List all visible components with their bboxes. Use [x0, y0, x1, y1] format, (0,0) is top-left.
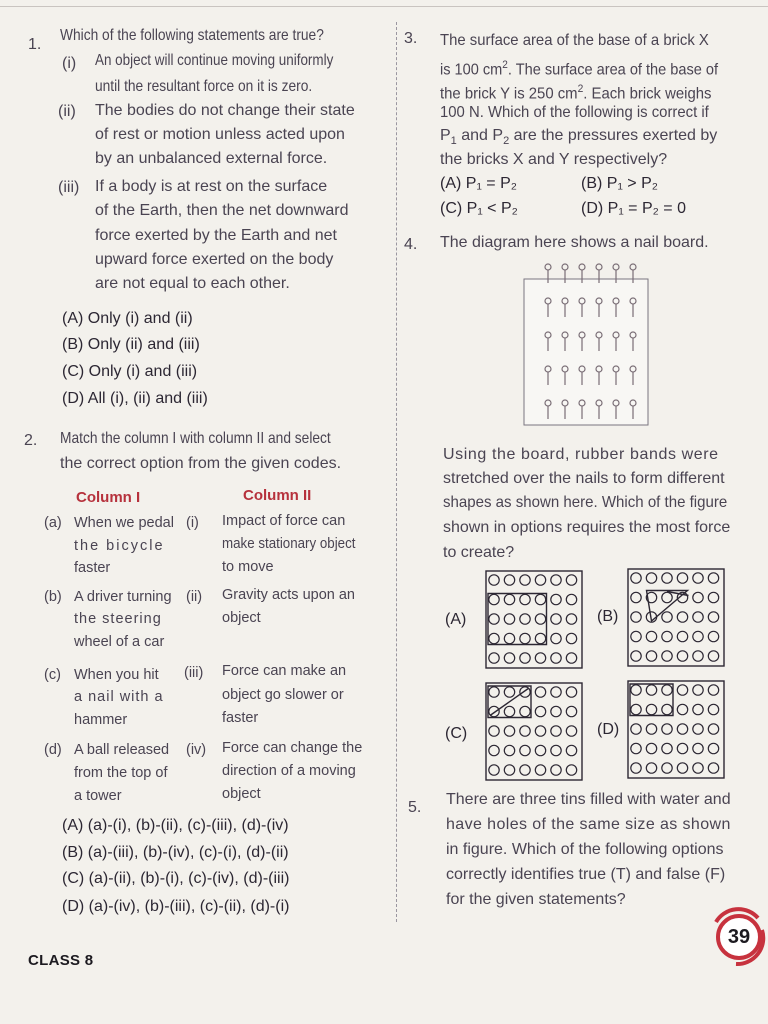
peg: [708, 612, 718, 622]
q2-option-c: (C) (a)-(ii), (b)-(i), (c)-(iv), (d)-(iii): [62, 870, 290, 887]
q4-para-line4: shown in options requires the most force: [443, 519, 731, 536]
q2-row-iv-line1: Force can change the: [222, 740, 363, 756]
peg: [535, 653, 545, 663]
peg: [566, 687, 576, 697]
peg: [504, 687, 514, 697]
peg: [693, 592, 703, 602]
peg: [708, 592, 718, 602]
nail-head: [562, 264, 568, 270]
peg: [708, 743, 718, 753]
nail-head: [596, 264, 602, 270]
peg: [566, 706, 576, 716]
peg: [662, 743, 672, 753]
peg: [566, 633, 576, 643]
q2-row-a-line1: When we pedal: [74, 515, 174, 531]
q5-line1: There are three tins filled with water and: [446, 791, 731, 808]
peg: [693, 685, 703, 695]
peg: [551, 706, 561, 716]
q2-row-b-line2: the steering: [74, 611, 162, 627]
q5-line5: for the given statements?: [446, 891, 626, 908]
peg: [662, 631, 672, 641]
peg-frame: [486, 571, 582, 668]
peg: [662, 685, 672, 695]
class-label: CLASS 8: [28, 952, 94, 969]
peg: [489, 614, 499, 624]
peg: [693, 651, 703, 661]
peg: [535, 745, 545, 755]
peg: [662, 704, 672, 714]
peg: [551, 653, 561, 663]
nail-head: [630, 264, 636, 270]
peg: [631, 592, 641, 602]
peg: [535, 687, 545, 697]
q4-option-d-figure: [626, 680, 726, 780]
peg: [504, 633, 514, 643]
peg: [551, 594, 561, 604]
q2-row-c-line2: a nail with a: [74, 689, 164, 705]
q4-number: 4.: [404, 236, 418, 253]
peg: [708, 651, 718, 661]
peg: [566, 653, 576, 663]
peg: [551, 687, 561, 697]
peg: [677, 612, 687, 622]
peg: [677, 651, 687, 661]
peg: [535, 594, 545, 604]
column-divider: [396, 22, 397, 922]
peg: [504, 706, 514, 716]
q2-stem-line2: the correct option from the given codes.: [60, 455, 342, 472]
peg: [489, 633, 499, 643]
peg: [520, 726, 530, 736]
q1-option-c: (C) Only (i) and (iii): [62, 363, 198, 380]
peg: [520, 594, 530, 604]
peg: [504, 726, 514, 736]
q2-row-i-line3: to move: [222, 559, 274, 575]
peg: [504, 594, 514, 604]
peg: [646, 651, 656, 661]
q2-column-1-header: Column I: [76, 489, 141, 506]
peg: [520, 765, 530, 775]
peg: [677, 724, 687, 734]
peg: [662, 612, 672, 622]
q3-option-c: (C) P₁ < P₂: [440, 200, 518, 217]
q2-row-i-line2: make stationary object: [222, 536, 356, 552]
q3-line4: 100 N. Which of the following is correct if: [440, 104, 709, 121]
q4-option-a-label: (A): [445, 611, 467, 628]
peg: [646, 724, 656, 734]
peg: [708, 763, 718, 773]
q2-row-ii-line1: Gravity acts upon an: [222, 587, 355, 603]
peg: [504, 614, 514, 624]
q1-statement-iii-line3: force exerted by the Earth and net: [95, 227, 337, 244]
peg: [662, 651, 672, 661]
peg: [631, 724, 641, 734]
peg: [708, 685, 718, 695]
peg: [708, 573, 718, 583]
peg-frame: [628, 681, 724, 778]
q2-row-a-line2: the bicycle: [74, 538, 165, 554]
q4-option-c-label: (C): [445, 725, 468, 742]
q1-option-b: (B) Only (ii) and (iii): [62, 336, 200, 353]
peg: [646, 763, 656, 773]
q1-statement-i-tag: (i): [62, 55, 77, 72]
q2-stem-line1: Match the column I with column II and select: [60, 430, 331, 447]
q2-number: 2.: [24, 432, 38, 449]
q4-option-c-figure: [484, 682, 584, 782]
rubber-band-shape: [630, 684, 673, 716]
q4-option-d-label: (D): [597, 721, 620, 738]
peg: [631, 573, 641, 583]
peg: [631, 631, 641, 641]
peg: [551, 633, 561, 643]
peg: [693, 763, 703, 773]
rubber-band-shape: [488, 594, 547, 645]
q2-option-b: (B) (a)-(iii), (b)-(iv), (c)-(i), (d)-(ii): [62, 844, 289, 861]
q2-row-iv-line3: object: [222, 786, 261, 802]
peg: [631, 743, 641, 753]
peg: [566, 765, 576, 775]
peg: [535, 765, 545, 775]
peg: [631, 651, 641, 661]
q1-statement-ii-line1: The bodies do not change their state: [95, 102, 355, 119]
peg: [693, 743, 703, 753]
q1-stem: Which of the following statements are true?: [60, 27, 324, 44]
q1-statement-ii-line2: of rest or motion unless acted upon: [95, 126, 345, 143]
q2-row-iii-tag: (iii): [184, 665, 204, 681]
q2-row-c-line1: When you hit: [74, 667, 159, 683]
q2-row-iii-line2: object go slower or: [222, 687, 344, 703]
peg: [646, 685, 656, 695]
rubber-band-shape: [647, 591, 689, 622]
q4-para-line3: shapes as shown here. Which of the figure: [443, 494, 728, 511]
nail-head: [613, 264, 619, 270]
peg: [520, 653, 530, 663]
peg: [566, 745, 576, 755]
q2-row-iv-line2: direction of a moving: [222, 763, 356, 779]
peg: [520, 706, 530, 716]
peg: [646, 631, 656, 641]
peg: [677, 631, 687, 641]
q3-number: 3.: [404, 30, 418, 47]
q1-statement-ii-tag: (ii): [58, 103, 76, 120]
top-rule: [0, 6, 768, 7]
peg: [489, 687, 499, 697]
q5-number: 5.: [408, 799, 422, 816]
peg: [631, 763, 641, 773]
peg: [662, 724, 672, 734]
q2-row-iii-line1: Force can make an: [222, 663, 347, 679]
q4-option-b-figure: [626, 568, 726, 668]
q1-statement-iii-line1: If a body is at rest on the surface: [95, 178, 328, 195]
q2-row-d-line3: a tower: [74, 788, 122, 804]
peg: [693, 724, 703, 734]
peg: [693, 631, 703, 641]
peg: [520, 745, 530, 755]
q3-option-b: (B) P₁ > P₂: [581, 175, 658, 192]
nail-board-diagram: [520, 257, 652, 427]
q3-option-d: (D) P₁ = P₂ = 0: [581, 200, 686, 217]
q2-row-b-line3: wheel of a car: [74, 634, 165, 650]
q2-row-c-tag: (c): [44, 667, 61, 683]
peg: [646, 743, 656, 753]
q4-para-line5: to create?: [443, 544, 515, 561]
q1-statement-iii-line2: of the Earth, then the net downward: [95, 202, 349, 219]
nail-head: [579, 264, 585, 270]
q4-para-line1: Using the board, rubber bands were: [443, 446, 719, 463]
q2-row-ii-tag: (ii): [186, 589, 203, 605]
peg: [677, 763, 687, 773]
peg: [535, 726, 545, 736]
q2-option-a: (A) (a)-(i), (b)-(ii), (c)-(iii), (d)-(iv): [62, 817, 289, 834]
peg: [677, 704, 687, 714]
q1-statement-iii-line4: upward force exerted on the body: [95, 251, 334, 268]
peg: [504, 653, 514, 663]
q5-line2: have holes of the same size as shown: [446, 816, 731, 833]
q2-row-a-line3: faster: [74, 560, 111, 576]
q1-option-a: (A) Only (i) and (ii): [62, 310, 193, 327]
q1-option-d: (D) All (i), (ii) and (iii): [62, 390, 208, 407]
peg: [631, 685, 641, 695]
peg: [631, 704, 641, 714]
nail-head: [545, 264, 551, 270]
q4-stem: The diagram here shows a nail board.: [440, 234, 709, 251]
peg: [551, 765, 561, 775]
peg: [489, 653, 499, 663]
q2-row-c-line3: hammer: [74, 712, 128, 728]
q1-number: 1.: [28, 36, 42, 53]
peg: [566, 614, 576, 624]
q2-row-d-line1: A ball released: [74, 742, 170, 758]
q3-option-a: (A) P₁ = P₂: [440, 175, 517, 192]
q2-row-d-line2: from the top of: [74, 765, 168, 781]
q1-statement-iii-line5: are not equal to each other.: [95, 275, 290, 292]
peg: [631, 612, 641, 622]
peg: [646, 573, 656, 583]
q5-line4: correctly identifies true (T) and false (F): [446, 866, 726, 883]
peg: [708, 724, 718, 734]
peg-frame: [628, 569, 724, 666]
peg: [520, 614, 530, 624]
q2-row-b-line1: A driver turning: [74, 589, 172, 605]
peg: [535, 575, 545, 585]
peg: [520, 633, 530, 643]
peg: [551, 614, 561, 624]
peg: [566, 575, 576, 585]
peg-frame: [486, 683, 582, 780]
q3-line6: the bricks X and Y respectively?: [440, 151, 668, 168]
peg: [551, 726, 561, 736]
q1-statement-i-line1: An object will continue moving uniformly: [95, 52, 334, 69]
peg: [489, 575, 499, 585]
q4-option-b-label: (B): [597, 608, 619, 625]
peg: [677, 685, 687, 695]
q2-row-ii-line2: object: [222, 610, 261, 626]
q2-row-i-tag: (i): [186, 515, 199, 531]
peg: [662, 592, 672, 602]
peg: [504, 575, 514, 585]
peg: [489, 765, 499, 775]
q2-row-i-line1: Impact of force can: [222, 513, 346, 529]
peg: [535, 614, 545, 624]
peg: [693, 573, 703, 583]
q2-row-b-tag: (b): [44, 589, 62, 605]
page-number: 39: [716, 914, 762, 960]
peg: [551, 575, 561, 585]
q2-column-2-header: Column II: [243, 487, 312, 504]
q3-line5: $P_1$ and $P_2$ are the pressures exerted by: [440, 127, 718, 148]
peg: [708, 704, 718, 714]
peg: [520, 575, 530, 585]
q2-row-d-tag: (d): [44, 742, 62, 758]
q3-line1: The surface area of the base of a brick X: [440, 32, 709, 49]
peg: [708, 631, 718, 641]
q1-statement-ii-line3: by an unbalanced external force.: [95, 150, 328, 167]
peg: [489, 726, 499, 736]
peg: [504, 745, 514, 755]
peg: [566, 594, 576, 604]
peg: [662, 763, 672, 773]
peg: [535, 706, 545, 716]
peg: [551, 745, 561, 755]
q2-row-iv-tag: (iv): [186, 742, 207, 758]
peg: [566, 726, 576, 736]
q4-para-line2: stretched over the nails to form different: [443, 470, 725, 487]
q2-option-d: (D) (a)-(iv), (b)-(iii), (c)-(ii), (d)-(i): [62, 898, 290, 915]
rubber-band-shape: [488, 686, 531, 718]
q3-line3: the brick Y is 250 $cm^2$. Each brick weighs: [440, 83, 712, 103]
q2-row-iii-line3: faster: [222, 710, 259, 726]
peg: [489, 745, 499, 755]
peg: [693, 704, 703, 714]
peg: [504, 765, 514, 775]
q1-statement-i-line2: until the resultant force on it is zero.: [95, 78, 313, 95]
peg: [677, 743, 687, 753]
peg: [693, 612, 703, 622]
q5-line3: in figure. Which of the following options: [446, 841, 724, 858]
peg: [646, 704, 656, 714]
peg: [662, 573, 672, 583]
q4-option-a-figure: [484, 570, 584, 670]
peg: [489, 594, 499, 604]
q3-line2: is 100 $cm^2$. The surface area of the base of: [440, 59, 719, 79]
peg: [677, 573, 687, 583]
peg: [535, 633, 545, 643]
q2-row-a-tag: (a): [44, 515, 62, 531]
q1-statement-iii-tag: (iii): [58, 179, 80, 196]
